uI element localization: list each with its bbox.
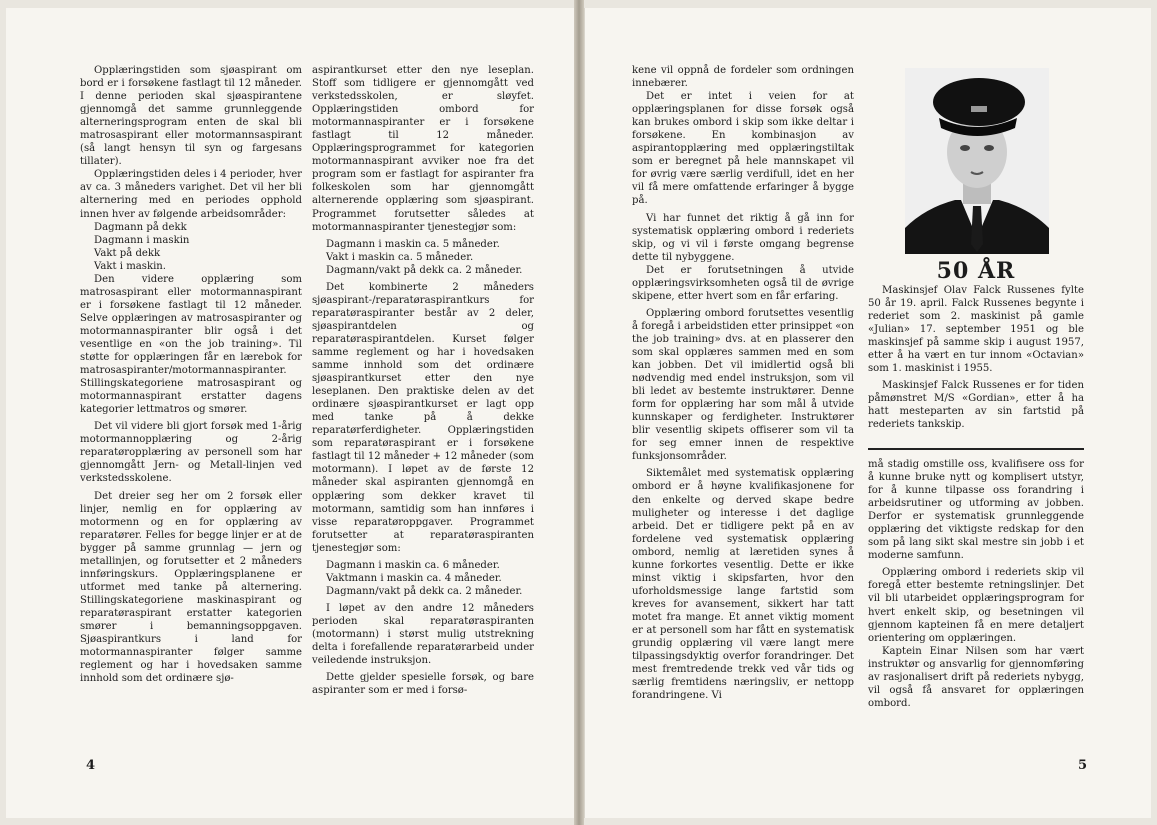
paragraph: Vi har funnet det riktig å gå inn for systematisk opplæring ombord i rederiets skip, og vi vil i første omgang begrense dette til nybyggene. bbox=[632, 212, 854, 263]
paragraph: Det vil videre bli gjort forsøk med 1-årig motormannopplæring og 2-årig reparatøropplæring av personell som har gjennomgått Jern- og Metall-linjen ved verkstedsskolene. bbox=[80, 421, 302, 485]
work-area-list bbox=[80, 221, 302, 273]
list-item: Vaktmann i maskin ca. 4 måneder. bbox=[326, 572, 502, 584]
left-column-2 bbox=[312, 64, 534, 697]
list-item: Dagmann i maskin ca. 6 måneder. bbox=[326, 559, 500, 571]
list-item: Vakt i maskin ca. 5 måneder. bbox=[326, 251, 474, 263]
paragraph: Maskinsjef Olav Falck Russenes fylte 50 år 19. april. Falck Russenes begynte i rederiet som 2. maskinist på gamle «Julian» 17. september 1951 og ble maskinsjef på samme skip i august 1957, etter å ha vært en tur innom «Octavian» som 1. maskinist i 1955. bbox=[868, 285, 1084, 375]
book-gutter bbox=[574, 0, 584, 825]
schedule-list bbox=[312, 238, 534, 277]
page-number: 4 bbox=[86, 758, 96, 773]
paragraph: Opplæring ombord i rederiets skip vil foregå etter bestemte retningslinjer. Det vil bli utarbeidet opplæringsprogram for hvert enkelt skip, og besetningen vil gjennom kapteinen få en mere detaljert orientering om opplæringen. bbox=[868, 567, 1084, 644]
paragraph: Opplæringstiden deles i 4 perioder, hver av ca. 3 måneders varighet. Det vil her bli alternering med en periodes opphold innen hver av følgende arbeidsområder: bbox=[80, 169, 302, 220]
list-item: Dagmann/vakt på dekk ca. 2 måneder. bbox=[326, 585, 523, 597]
paragraph: Siktemålet med systematisk opplæring ombord er å høyne kvalifikasjonene for den enkelte og derved skape bedre muligheter og interesse i det daglige arbeid. Det er tidligere pekt på en av fordelene ved systematisk opplæring ombord, nemlig at læretiden synes å kunne forkortes vesentlig. Dette er ikke minst viktig i skipsfarten, hvor den uforholdsmessige lange fartstid som kreves for avansement, sikkert har tatt motet fra mange. Et annet viktig moment er at personell som har fått en systematisk grundig opplæring vil være langt mere tilpassingsdyktig overfor forandringer. Det mest fremtredende trekk ved vår tids og særlig fremtidens næringsliv, er nettopp forandringene. Vi bbox=[632, 468, 854, 702]
paragraph: I løpet av den andre 12 måneders perioden skal reparatøraspiranten (motormann) i størst mulig utstrekning delta i forefallende reparatørarbeid under veiledende instruksjon. bbox=[312, 602, 534, 667]
paragraph: Det er forutsetningen å utvide opplæringsvirksomheten også til de øvrige skipene, etter hvert som en får erfaring. bbox=[632, 264, 854, 302]
paragraph: må stadig omstille oss, kvalifisere oss for å kunne bruke nytt og komplisert utstyr, for å kunne tilpasse oss forandring i arbeidsrutiner og utforming av jobben. Derfor er systematisk grunnleggende opplæring det viktigste redskap for den som på lang sikt skal mestre sin jobb i et moderne samfunn. bbox=[868, 459, 1084, 562]
left-column-1 bbox=[80, 64, 302, 685]
paragraph: Opplæring ombord forutsettes vesentlig å foregå i arbeidstiden etter prinsippet «on the job training» dvs. at en plasserer den som skal opplæres sammen med en som kan jobben. Det vil imidlertid også bli nødvendig med endel instruksjon, som vil bli ledet av bestemte instruktører. Denne form for opplæring har som mål å utvide kunnskaper og ferdigheter. Instruktører blir vesentlig skipets offiserer som vil ta for seg emner innen de respektive funksjonsområder. bbox=[632, 307, 854, 463]
list-item: Dagmann i maskin bbox=[94, 234, 190, 246]
list-item: Vakt på dekk bbox=[94, 247, 161, 259]
paragraph: Det er intet i veien for at opplæringsplanen for disse forsøk også kan brukes ombord i skip som ikke deltar i forsøkene. En kombinasjon av aspirantopplæring med opplæringstiltak som er beregnet på hele mannskapet vil for øvrig være særlig verdifull, idet en her vil få mere omfattende erfaringer å bygge på. bbox=[632, 91, 854, 207]
anniversary-heading: 50 ÅR bbox=[936, 258, 1016, 284]
paragraph: Maskinsjef Falck Russenes er for tiden påmønstret M/S «Gordian», etter å ha hatt mesteparten av sin fartstid på rederiets tankskip. bbox=[868, 380, 1084, 431]
list-item: Dagmann i maskin ca. 5 måneder. bbox=[326, 238, 500, 250]
right-column-2 bbox=[868, 458, 1084, 710]
paragraph: Dette gjelder spesielle forsøk, og bare aspiranter som er med i forsø- bbox=[312, 672, 534, 697]
schedule-list bbox=[312, 559, 534, 598]
paragraph: Kaptein Einar Nilsen som har vært instruktør og ansvarlig for gjennomføring av rasjonalisert drift på rederiets nybygg, vil også få ansvaret for opplæringen ombord. bbox=[868, 645, 1084, 709]
paragraph: aspirantkurset etter den nye leseplan. Stoff som tidligere er gjennomgått ved verkstedsskolen, er sløyfet. Opplæringstiden ombord for motormannaspiranter er i forsøkene fastlagt til 12 måneder. Opplæringsprogrammet for kategorien motormannaspirant avviker noe fra det program som er fastlagt for aspiranter fra folkeskolen som har gjennomgått alternerende opplæring som sjøaspirant. Programmet forutsetter således at motormannaspiranter tjenestegjør som: bbox=[312, 65, 534, 233]
page-number: 5 bbox=[1078, 758, 1088, 773]
portrait-photo bbox=[905, 68, 1049, 254]
list-item: Vakt i maskin. bbox=[94, 260, 167, 272]
list-item: Dagmann/vakt på dekk ca. 2 måneder. bbox=[326, 264, 523, 276]
right-column-1 bbox=[632, 64, 854, 702]
paragraph: kene vil oppnå de fordeler som ordningen innebærer. bbox=[632, 65, 854, 90]
paragraph: Det dreier seg her om 2 forsøk eller linjer, nemlig en for opplæring av motormenn og en for opplæring av reparatører. Felles for begge linjer er at de bygger på samme grunnlag — jern og metallinjen, og forutsetter et 2 måneders innføringskurs. Opplæringsplanene er utformet med tanke på alternering. Stillingskategoriene maskinaspirant og reparatøraspirant erstatter kategorien smører i bemanningsoppgaven. Sjøaspirantkurs i land for motormannaspiranter følger samme reglement og har i hovedsaken samme innhold som det ordinære sjø- bbox=[80, 490, 302, 685]
paragraph: Det kombinerte 2 måneders sjøaspirant-/reparatøraspirantkurs for reparatøraspiranter består av 2 deler, sjøaspirantdelen og reparatøraspirantdelen. Kurset følger samme reglement og har i hovedsaken samme innhold som det ordinære sjøaspirantkurset etter den nye leseplanen. Den praktiske delen av det ordinære sjøaspirantkurset er lagt opp med tanke på å dekke reparatørferdigheter. Opplæringstiden som reparatøraspirant er i forsøkene fastlagt til 12 måneder + 12 måneder (som motormann). I løpet av de første 12 måneder skal aspiranten gjennomgå en opplæring som dekker kravet til motormann, samtidig som han innføres i visse reparatøroppgaver. Programmet forutsetter at reparatøraspiranten tjenestegjør som: bbox=[312, 281, 534, 554]
section-divider bbox=[868, 448, 1084, 450]
portrait-illustration bbox=[905, 68, 1049, 254]
paragraph: Opplæringstiden som sjøaspirant om bord er i forsøkene fastlagt til 12 måneder. I denne perioden skal sjøaspirantene gjennomgå det samme grunnleggende alterneringsprogram enten de skal bli matrosaspirant eller motormannsaspirant (så langt hensyn til syn og fargesans tillater). bbox=[80, 65, 302, 168]
list-item: Dagmann på dekk bbox=[94, 221, 187, 233]
anniversary-bio bbox=[868, 284, 1084, 432]
paragraph: Den videre opplæring som matrosaspirant eller motormannaspirant er i forsøkene fastlagt til 12 måneder. Selve opplæringen av matrosaspiranter og motormannaspiranter blir også i det vesentlige en «on the job training». Til støtte for opplæringen får en lærebok for matrosaspiranter/motormannaspiranter. Stillingskategoriene matrosaspirant og motormannaspirant erstatter dagens kategorier lettmatros og smører. bbox=[80, 273, 302, 416]
